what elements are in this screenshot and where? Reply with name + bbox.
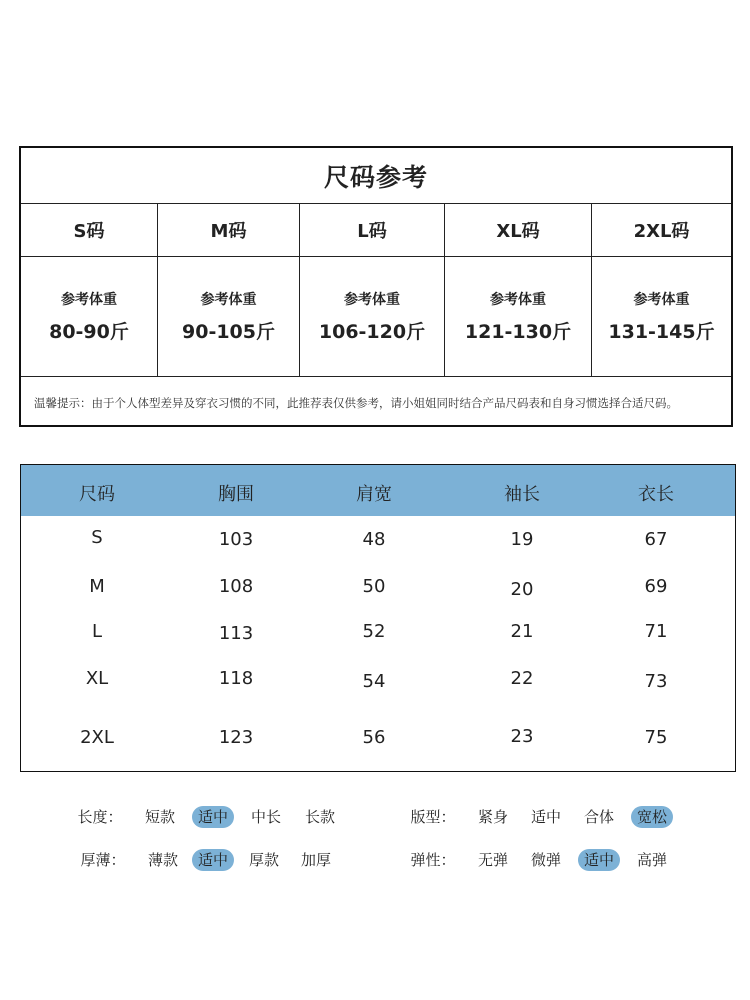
thickness-option-selected: 适中 — [192, 849, 234, 871]
thickness-option: 厚款 — [248, 851, 280, 869]
thickness-option: 薄款 — [147, 851, 179, 869]
weight-value: 90-105斤 — [182, 321, 275, 343]
cell-chest: 103 — [218, 529, 254, 550]
cell-length: 75 — [644, 727, 668, 748]
cell-size: 2XL — [80, 727, 114, 748]
weight-value: 131-145斤 — [608, 321, 715, 343]
cell-shoulder: 50 — [362, 576, 386, 597]
header-sleeve: 袖长 — [504, 484, 540, 505]
size-reference-table — [19, 146, 733, 427]
weight-label: 参考体重 — [633, 292, 690, 308]
fit-option: 适中 — [530, 808, 562, 826]
cell-chest: 113 — [218, 623, 254, 644]
table-row — [21, 668, 735, 698]
fit-label: 版型： — [410, 808, 456, 826]
weight-cell-s — [21, 257, 158, 376]
weight-label: 参考体重 — [344, 292, 400, 308]
size-cell-2xl: 2XL码 — [633, 221, 690, 242]
fit-option: 合体 — [583, 808, 615, 826]
fit-option: 紧身 — [477, 808, 509, 826]
cell-length: 73 — [644, 671, 668, 692]
cell-shoulder: 52 — [362, 621, 386, 642]
length-label: 长度： — [77, 808, 123, 826]
header-length: 衣长 — [638, 484, 674, 505]
weight-value: 80-90斤 — [49, 321, 129, 343]
cell-chest: 118 — [218, 668, 254, 689]
size-cell-l: L码 — [300, 204, 445, 256]
cell-shoulder: 54 — [362, 671, 386, 692]
weight-label: 参考体重 — [490, 292, 546, 308]
size-header-row — [21, 204, 731, 257]
cell-shoulder: 56 — [362, 727, 386, 748]
cell-chest: 123 — [218, 727, 254, 748]
cell-size: S — [91, 527, 103, 548]
weight-label: 参考体重 — [200, 292, 257, 308]
cell-sleeve: 21 — [510, 621, 534, 642]
thickness-label: 厚薄： — [80, 851, 126, 869]
cell-length: 67 — [644, 529, 668, 550]
elasticity-option: 高弹 — [636, 851, 668, 869]
cell-sleeve: 19 — [510, 529, 534, 550]
weight-label: 参考体重 — [61, 292, 117, 308]
table-row — [21, 727, 735, 757]
cell-sleeve: 22 — [510, 668, 534, 689]
table-row — [21, 621, 735, 651]
elasticity-option-selected: 适中 — [578, 849, 620, 871]
cell-size: XL — [85, 668, 109, 689]
table-row — [21, 527, 735, 557]
cell-chest: 108 — [218, 576, 254, 597]
elasticity-option: 无弹 — [477, 851, 509, 869]
cell-size: M — [89, 576, 105, 597]
length-option: 短款 — [144, 808, 176, 826]
cell-sleeve: 20 — [510, 579, 534, 600]
length-option: 长款 — [304, 808, 336, 826]
sizing-tip: 温馨提示：由于个人体型差异及穿衣习惯的不同，此推荐表仅供参考，请小姐姐同时结合产品尺码表和自身习惯选择合适尺码。 — [34, 395, 678, 410]
cell-length: 71 — [644, 621, 668, 642]
size-cell-m: M码 — [158, 204, 300, 256]
weight-cell-l — [300, 257, 445, 376]
weight-cell-2xl — [592, 257, 731, 376]
weight-cell-xl — [445, 257, 592, 376]
length-option: 中长 — [250, 808, 282, 826]
cell-length: 69 — [644, 576, 668, 597]
elasticity-label: 弹性： — [410, 851, 456, 869]
cell-size: L — [91, 621, 103, 642]
header-chest: 胸围 — [218, 484, 254, 505]
measurement-header-row — [21, 465, 735, 516]
table-row — [21, 576, 735, 606]
weight-row — [21, 257, 731, 377]
size-cell-xl: XL码 — [445, 204, 592, 256]
elasticity-option: 微弹 — [530, 851, 562, 869]
attribute-row-2 — [0, 849, 750, 875]
fit-option-selected: 宽松 — [631, 806, 673, 828]
weight-value: 121-130斤 — [464, 321, 572, 343]
length-option-selected: 适中 — [192, 806, 234, 828]
attribute-row-1 — [0, 806, 750, 832]
cell-sleeve: 23 — [510, 726, 534, 747]
weight-cell-m — [158, 257, 300, 376]
cell-shoulder: 48 — [362, 529, 386, 550]
header-shoulder: 肩宽 — [356, 484, 392, 505]
weight-value: 106-120斤 — [318, 321, 426, 343]
size-cell-s: S码 — [21, 204, 158, 256]
size-reference-title: 尺码参考 — [21, 148, 731, 204]
header-size: 尺码 — [79, 484, 115, 505]
thickness-option: 加厚 — [300, 851, 332, 869]
measurement-table — [20, 464, 736, 772]
